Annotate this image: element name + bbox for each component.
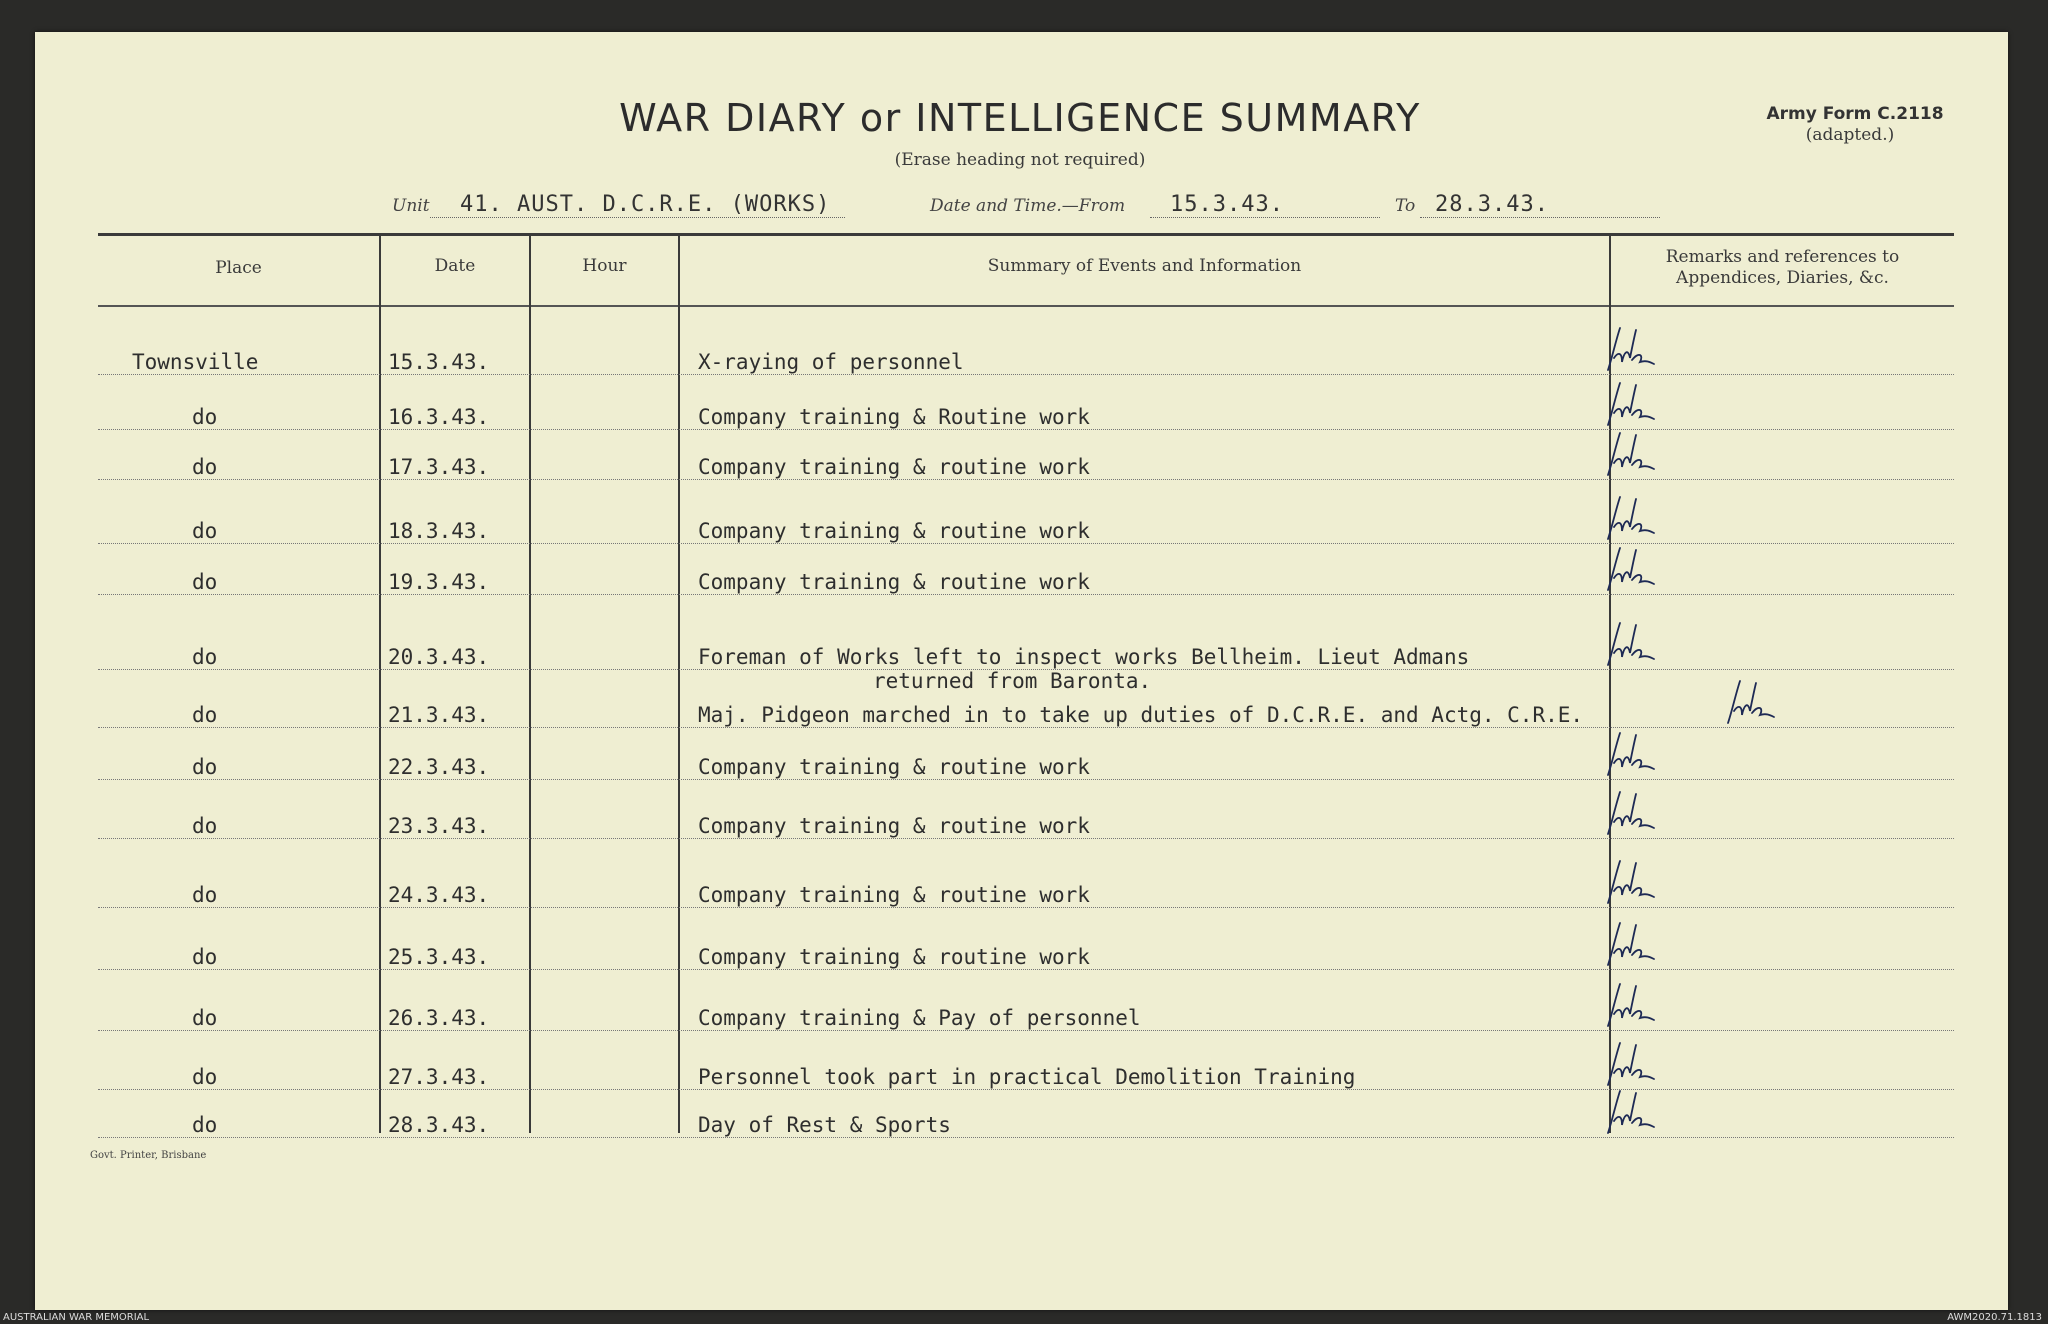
handwritten-initials-icon [1600, 613, 1660, 673]
place-cell: do [192, 1006, 218, 1030]
header-remarks-line1: Remarks and references to [1665, 247, 1900, 267]
handwritten-initials-icon [1600, 538, 1660, 598]
handwritten-initials-icon [1600, 851, 1660, 911]
summary-cell: Company training & routine work [698, 945, 1090, 969]
place-cell: do [192, 519, 218, 543]
handwritten-initials-icon [1600, 974, 1660, 1034]
row-rule [98, 594, 1954, 595]
handwritten-initials-icon [1600, 913, 1660, 973]
summary-cell-continuation: returned from Baronta. [873, 669, 1152, 693]
date-time-label: Date and Time.—From [930, 196, 1126, 216]
date-cell: 22.3.43. [388, 755, 490, 779]
place-cell: do [192, 814, 218, 838]
summary-cell: Day of Rest & Sports [698, 1113, 951, 1137]
date-cell: 20.3.43. [388, 645, 490, 669]
summary-cell: Company training & routine work [698, 455, 1090, 479]
row-rule [98, 969, 1954, 970]
place-cell: do [192, 645, 218, 669]
row-rule [98, 543, 1954, 544]
handwritten-initials-icon [1600, 423, 1660, 483]
header-place: Place [215, 258, 262, 278]
summary-cell: Company training & routine work [698, 755, 1090, 779]
date-cell: 18.3.43. [388, 519, 490, 543]
date-cell: 21.3.43. [388, 703, 490, 727]
handwritten-initials-icon [1600, 782, 1660, 842]
place-cell: do [192, 755, 218, 779]
handwritten-initials-icon [1600, 1081, 1660, 1141]
handwritten-initials-icon [1600, 723, 1660, 783]
hour-summary-divider [678, 233, 680, 1133]
row-rule [98, 669, 1954, 670]
header-summary: Summary of Events and Information [987, 256, 1302, 276]
row-rule [98, 838, 1954, 839]
summary-cell: Company training & Pay of personnel [698, 1006, 1141, 1030]
table-header-rule [98, 305, 1954, 307]
date-hour-divider [529, 233, 531, 1133]
place-cell: do [192, 945, 218, 969]
form-subtitle: (Erase heading not required) [894, 150, 1146, 170]
summary-cell: Maj. Pidgeon marched in to take up duties of D.C.R.E. and Actg. C.R.E. [698, 703, 1584, 727]
header-hour: Hour [582, 256, 627, 276]
header-date: Date [434, 256, 476, 276]
date-cell: 16.3.43. [388, 405, 490, 429]
row-rule [98, 779, 1954, 780]
date-cell: 23.3.43. [388, 814, 490, 838]
to-date-value: 28.3.43. [1435, 192, 1549, 217]
row-rule [98, 479, 1954, 480]
row-rule [98, 727, 1954, 728]
place-cell: do [192, 455, 218, 479]
place-cell: do [192, 703, 218, 727]
place-cell: do [192, 1065, 218, 1089]
summary-cell: Foreman of Works left to inspect works Bellheim. Lieut Admans [698, 645, 1470, 669]
summary-cell: Company training & routine work [698, 519, 1090, 543]
place-cell: do [192, 883, 218, 907]
army-form-adapted: (adapted.) [1805, 125, 1895, 145]
summary-cell: X-raying of personnel [698, 350, 964, 374]
row-rule [98, 374, 1954, 375]
place-date-divider [379, 233, 381, 1133]
to-label: To [1395, 196, 1416, 216]
handwritten-initials-icon [1600, 318, 1660, 378]
summary-cell: Company training & routine work [698, 814, 1090, 838]
unit-value: 41. AUST. D.C.R.E. (WORKS) [460, 192, 831, 217]
date-cell: 25.3.43. [388, 945, 490, 969]
row-rule [98, 1089, 1954, 1090]
header-remarks-line2: Appendices, Diaries, &c. [1676, 268, 1889, 288]
row-rule [98, 429, 1954, 430]
from-date-value: 15.3.43. [1170, 192, 1284, 217]
place-cell: do [192, 405, 218, 429]
unit-label: Unit [392, 196, 430, 216]
summary-cell: Company training & routine work [698, 570, 1090, 594]
from-dotline [1150, 217, 1380, 218]
date-cell: 26.3.43. [388, 1006, 490, 1030]
place-cell: do [192, 570, 218, 594]
date-cell: 15.3.43. [388, 350, 490, 374]
to-dotline [1420, 217, 1660, 218]
row-rule [98, 1030, 1954, 1031]
date-cell: 24.3.43. [388, 883, 490, 907]
date-cell: 17.3.43. [388, 455, 490, 479]
summary-cell: Personnel took part in practical Demolition Training [698, 1065, 1356, 1089]
table-top-rule [98, 233, 1954, 236]
handwritten-initials-icon [1720, 671, 1780, 731]
place-cell: Townsville [132, 350, 259, 374]
form-title: WAR DIARY or INTELLIGENCE SUMMARY [619, 96, 1421, 140]
archive-reference: AWM2020.71.1813 [1947, 1312, 2042, 1323]
summary-cell: Company training & Routine work [698, 405, 1090, 429]
row-rule [98, 907, 1954, 908]
date-cell: 27.3.43. [388, 1065, 490, 1089]
date-cell: 28.3.43. [388, 1113, 490, 1137]
row-rule [98, 1137, 1954, 1138]
archive-credit: AUSTRALIAN WAR MEMORIAL [3, 1312, 150, 1323]
army-form-number: Army Form C.2118 [1766, 104, 1944, 124]
printer-imprint: Govt. Printer, Brisbane [90, 1150, 207, 1161]
unit-dotline [430, 217, 845, 218]
summary-cell: Company training & routine work [698, 883, 1090, 907]
place-cell: do [192, 1113, 218, 1137]
date-cell: 19.3.43. [388, 570, 490, 594]
